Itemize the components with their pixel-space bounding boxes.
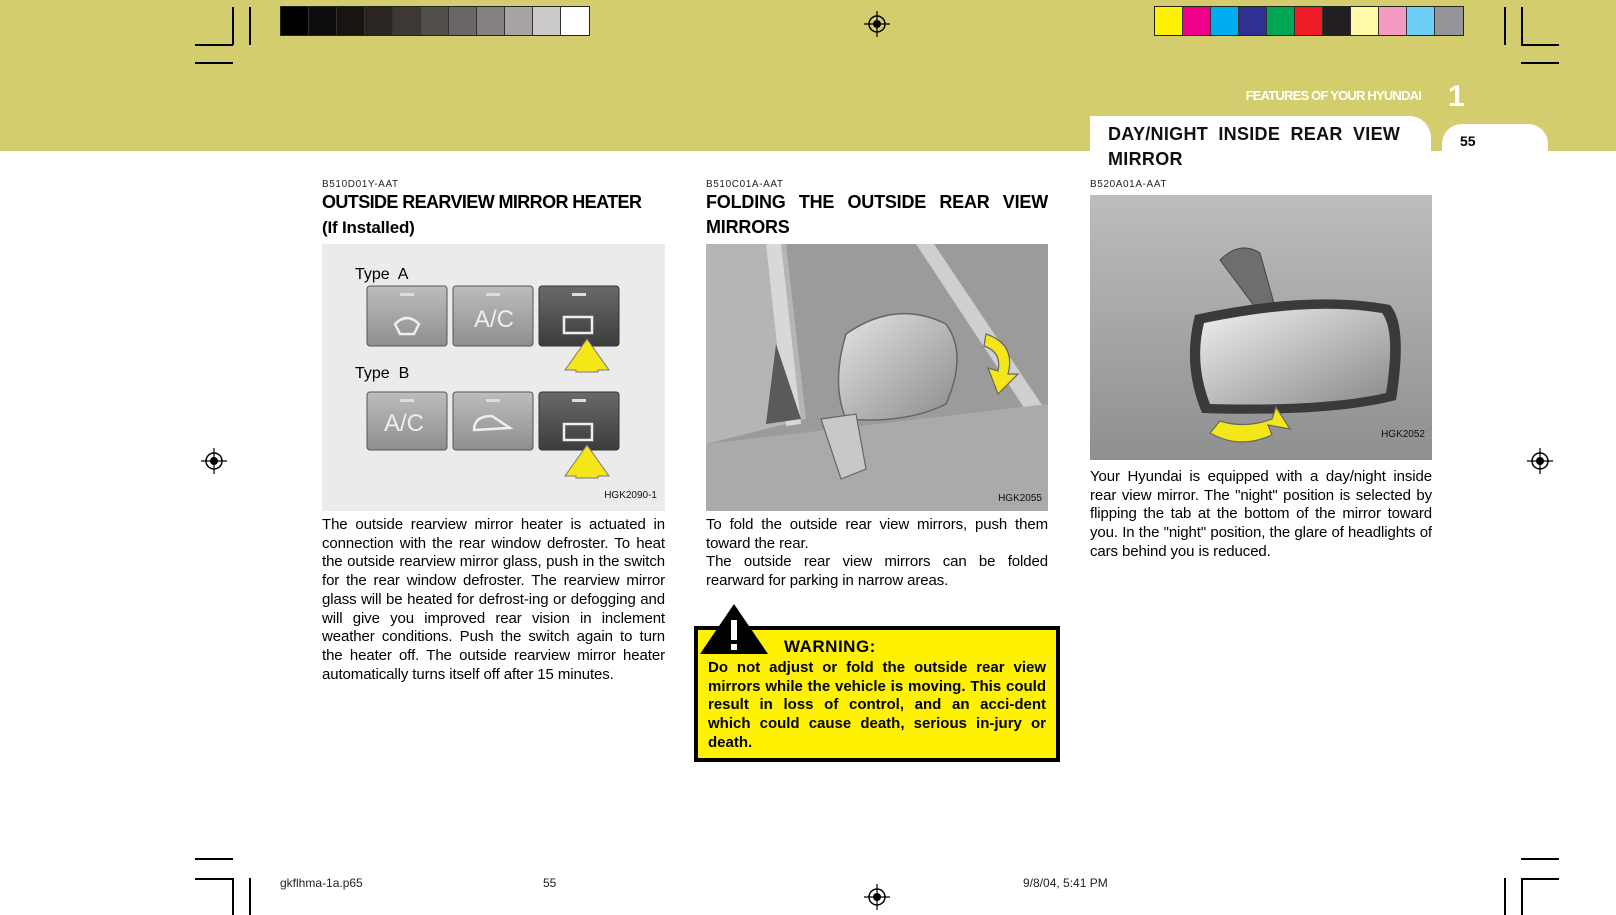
color-swatch [1379,7,1407,35]
crop-mark [1504,7,1506,45]
section-tab-title: DAY/NIGHT INSIDE REAR VIEW MIRROR [1108,124,1401,169]
crop-mark [232,7,234,45]
color-swatch [393,7,421,35]
color-swatch [421,7,449,35]
color-swatch [1295,7,1323,35]
color-swatch [1183,7,1211,35]
footer-filename: gkflhma-1a.p65 [280,876,363,890]
warning-title: WARNING: [784,637,876,656]
crop-mark [195,878,233,880]
color-swatch [337,7,365,35]
color-swatch [281,7,309,35]
color-swatch [561,7,589,35]
color-swatch-strip [1154,6,1464,36]
page-number-tab [1442,124,1548,164]
inside-mirror-illustration [1090,195,1432,460]
color-swatch [477,7,505,35]
heading-subtitle: (If Installed) [322,218,415,237]
crop-mark [1504,878,1506,915]
page-number: 55 [1460,133,1476,149]
warning-text: Do not adjust or fold the outside rear view mirrors while the vehicle is moving. This could result in loss of control, and an acci-dent which could cause death, serious in-jury or death. [708,659,1046,751]
color-swatch [1435,7,1463,35]
grayscale-swatch-strip [280,6,590,36]
crop-mark [249,878,251,915]
color-swatch [309,7,337,35]
registration-mark-icon [1527,448,1553,474]
heater-body-text: The outside rearview mirror heater is actuated in connection with the rear window defroster. To heat the outside rearview mirror glass, push in the switch for the rear window defroster. The rearview mirror glass will be heated for defrost-ing or defogging and will give you improved rear vision in inclement weather conditions. Push the switch again to turn the heater off. The outside rearview mirror heater automatically turns itself off after 15 minutes. [322,516,665,683]
inside-mirror-figure [1090,195,1432,460]
footer-timestamp: 9/8/04, 5:41 PM [1023,876,1108,890]
figure-code: HGK2090-1 [604,490,657,501]
figure-code: HGK2055 [998,493,1042,504]
color-swatch [505,7,533,35]
chapter-number: 1 [1448,80,1465,113]
crop-mark [195,44,233,46]
color-swatch [1239,7,1267,35]
section-heading: FOLDING THE OUTSIDE REAR VIEW MIRRORS [706,192,1048,237]
crop-mark [195,62,233,64]
section-code: B510C01A-AAT [706,179,784,190]
footer-page: 55 [543,876,557,890]
folding-mirror-illustration [706,244,1048,511]
color-swatch [1267,7,1295,35]
heater-switch-figure [322,244,665,511]
color-swatch [1351,7,1379,35]
type-a-label: Type A [355,266,409,283]
type-b-label: Type B [355,365,410,382]
registration-mark-icon [864,11,890,37]
color-swatch [1211,7,1239,35]
folding-mirror-figure [706,244,1048,511]
ac-button-label: A/C [384,410,425,437]
section-heading [322,190,665,240]
registration-mark-icon [864,884,890,910]
ac-button-label: A/C [474,306,515,333]
figure-code: HGK2052 [1381,429,1425,440]
crop-mark [1521,878,1559,880]
color-swatch [449,7,477,35]
folding-body-text [706,516,1048,591]
color-swatch [1155,7,1183,35]
crop-mark [232,878,234,915]
crop-mark [1521,44,1559,46]
section-label: FEATURES OF YOUR HYUNDAI [1245,88,1421,103]
folding-paragraph-2: The outside rear view mirrors can be folded rearward for parking in narrow areas. [706,553,1048,590]
switch-panel-illustration [322,244,665,511]
color-swatch [533,7,561,35]
color-swatch [365,7,393,35]
section-code: B510D01Y-AAT [322,179,399,190]
heading-text: OUTSIDE REARVIEW MIRROR HEATER [322,192,642,212]
day-night-body-text: Your Hyundai is equipped with a day/night inside rear view mirror. The "night" position is selected by flipping the tab at the bottom of the mirror toward you. In the "night" position, the glare of headlights of cars behind you is reduced. [1090,468,1432,560]
crop-mark [1521,7,1523,45]
crop-mark [1521,858,1559,860]
folding-paragraph-1: To fold the outside rear view mirrors, push them toward the rear. [706,516,1048,552]
color-swatch [1407,7,1435,35]
crop-mark [1521,878,1523,915]
crop-mark [249,7,251,45]
warning-triangle-icon [700,604,768,654]
crop-mark [195,858,233,860]
color-swatch [1323,7,1351,35]
section-code: B520A01A-AAT [1090,179,1168,190]
registration-mark-icon [201,448,227,474]
crop-mark [1521,62,1559,64]
